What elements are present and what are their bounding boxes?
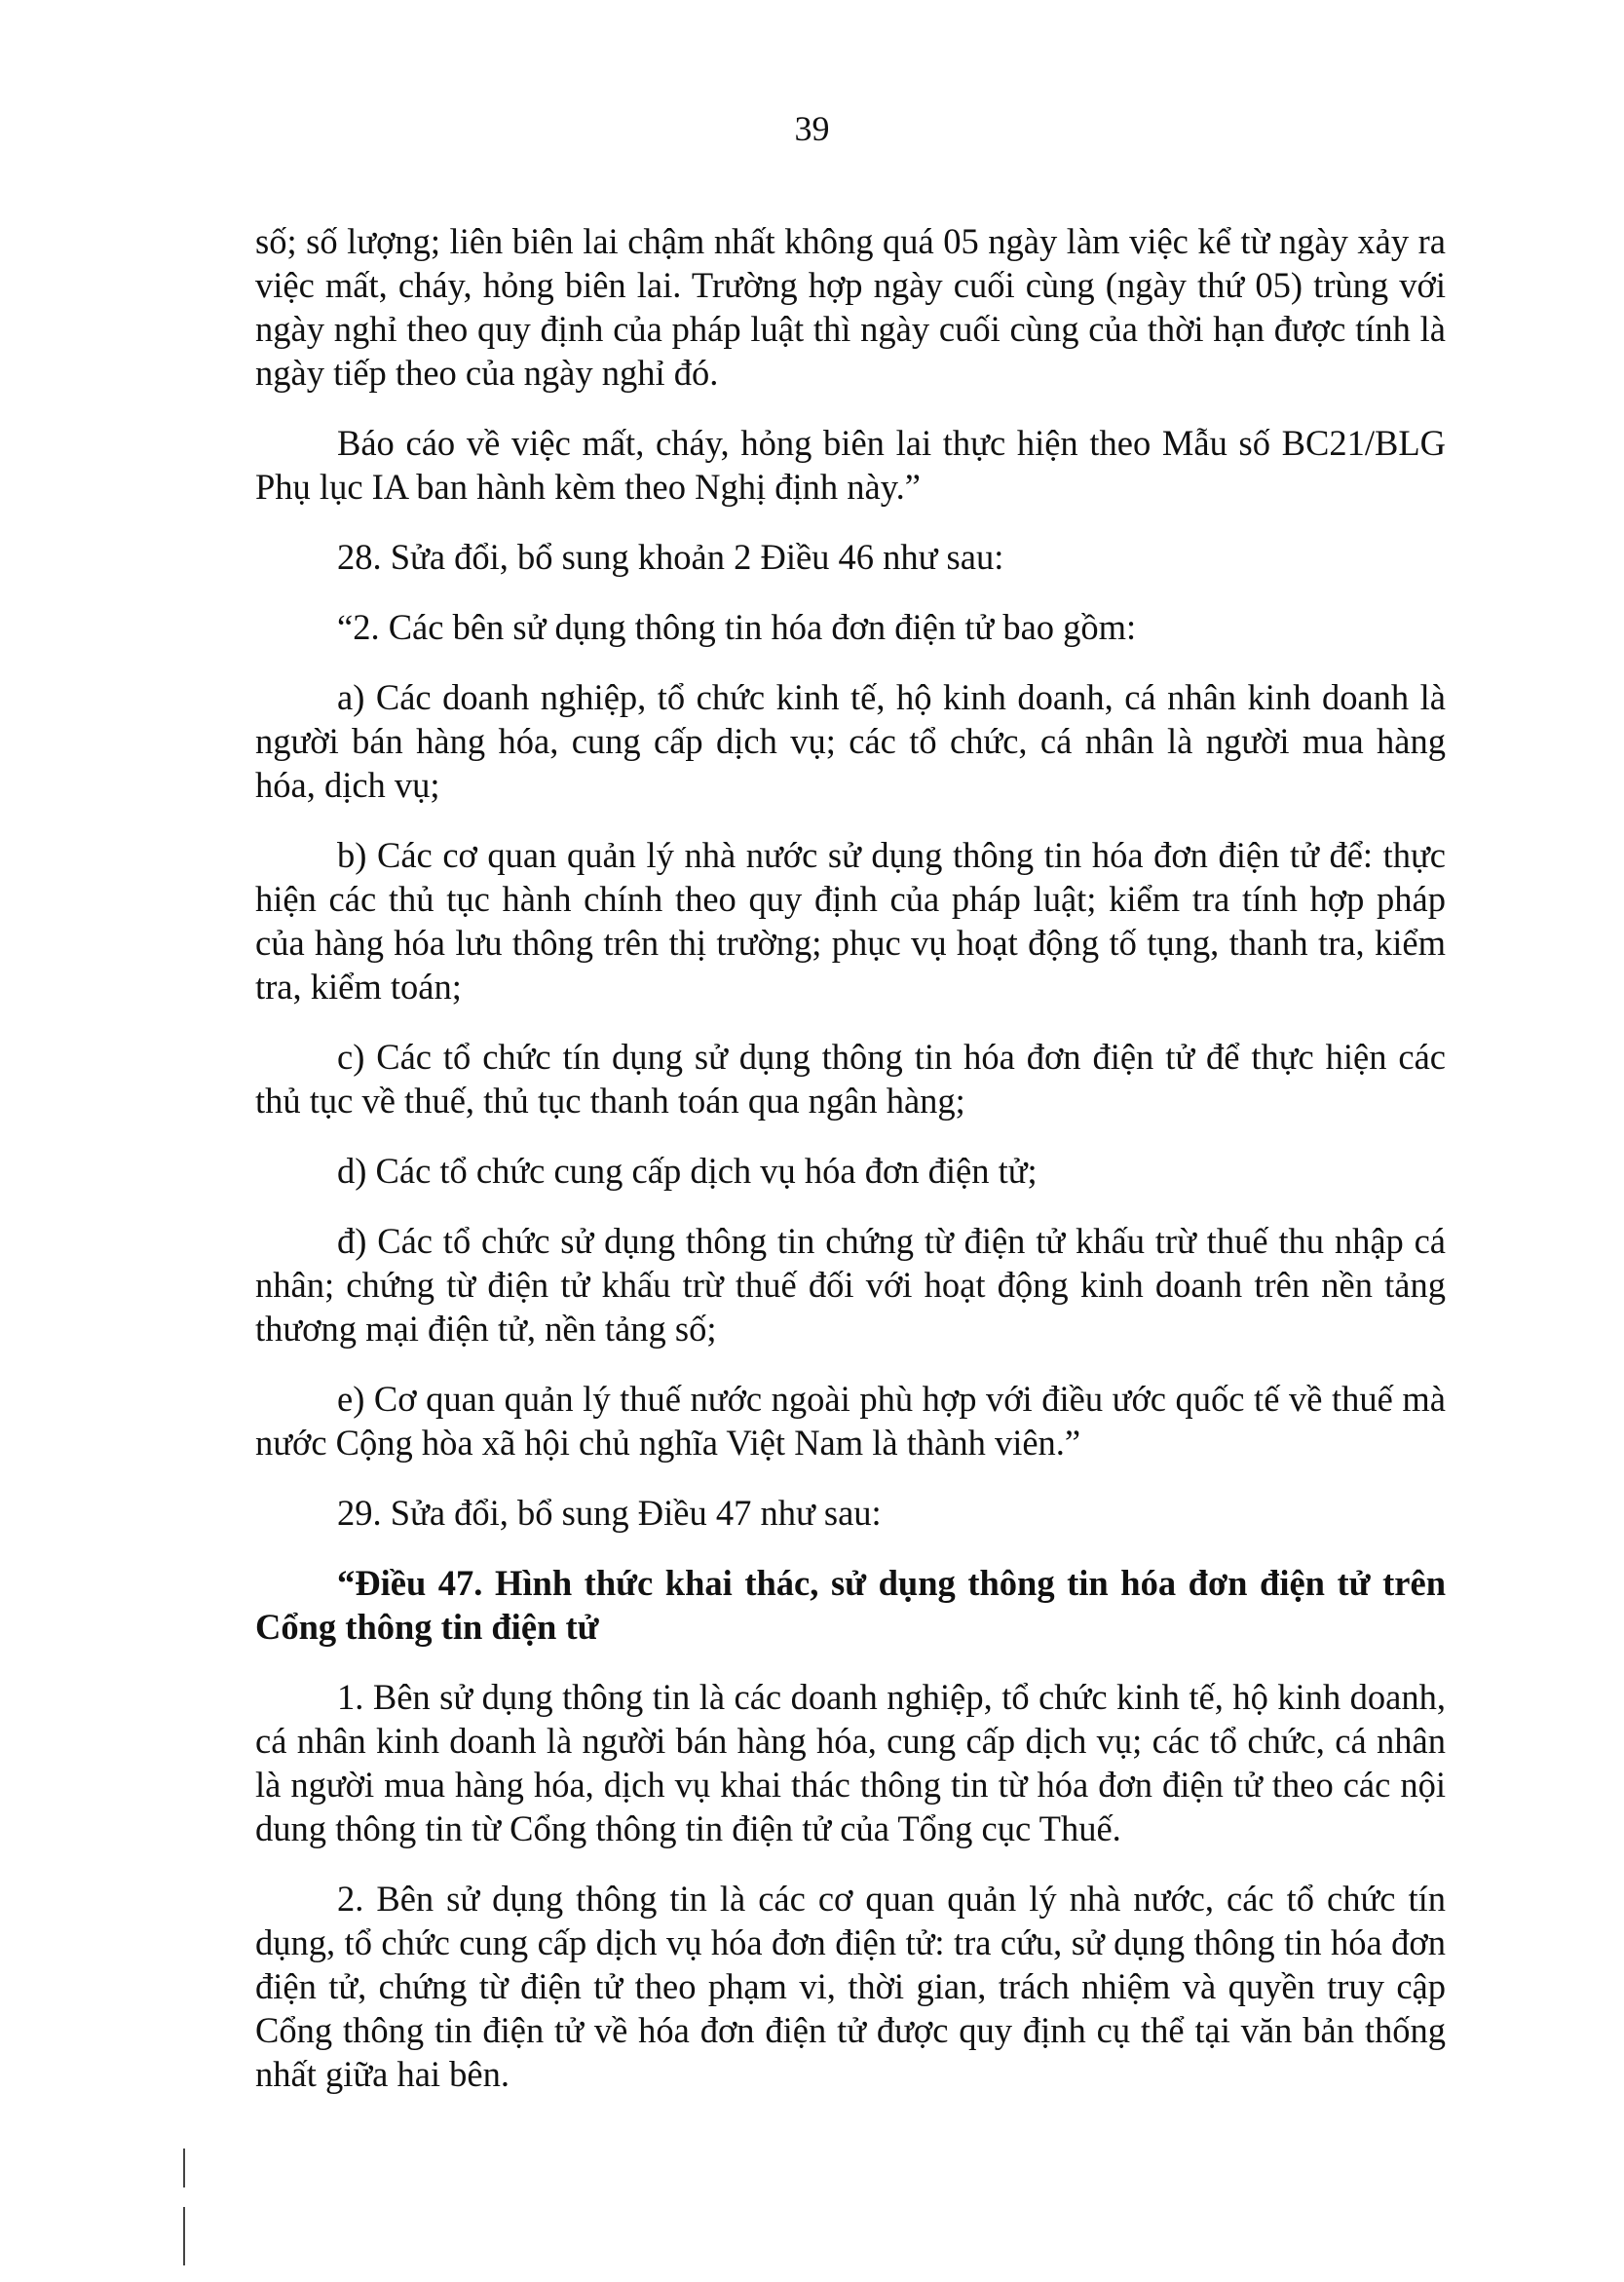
- paragraph-item-dd: đ) Các tổ chức sử dụng thông tin chứng từ điện tử khấu trừ thuế thu nhập cá nhân; chứng từ điện tử khấu trừ thuế đối với hoạt động kinh doanh trên nền tảng thương mại điện tử, nền tảng số;: [255, 1221, 1446, 1349]
- paragraph-clause-2-intro: “2. Các bên sử dụng thông tin hóa đơn điện tử bao gồm:: [337, 607, 1137, 647]
- paragraph-item-b: b) Các cơ quan quản lý nhà nước sử dụng thông tin hóa đơn điện tử để: thực hiện các thủ tục hành chính theo quy định của pháp luật; kiểm tra tính hợp pháp của hàng hóa lưu thông trên thị trường; phục vụ hoạt động tố tụng, thanh tra, kiểm tra, kiểm toán;: [255, 835, 1446, 1007]
- document-body: [255, 219, 1446, 2122]
- scan-margin-mark: [183, 2207, 185, 2265]
- paragraph-item-c: c) Các tổ chức tín dụng sử dụng thông tin hóa đơn điện tử để thực hiện các thủ tục về thuế, thủ tục thanh toán qua ngân hàng;: [255, 1037, 1446, 1121]
- paragraph-amendment-28: 28. Sửa đổi, bổ sung khoản 2 Điều 46 như sau:: [337, 537, 1004, 577]
- paragraph-report-form: Báo cáo về việc mất, cháy, hỏng biên lai thực hiện theo Mẫu số BC21/BLG Phụ lục IA ban hành kèm theo Nghị định này.”: [255, 423, 1446, 507]
- page-number: 39: [794, 109, 830, 148]
- paragraph-amendment-29: 29. Sửa đổi, bổ sung Điều 47 như sau:: [337, 1493, 882, 1533]
- scan-margin-mark: [183, 2149, 185, 2187]
- paragraph-item-a: a) Các doanh nghiệp, tổ chức kinh tế, hộ kinh doanh, cá nhân kinh doanh là người bán hàng hóa, cung cấp dịch vụ; các tổ chức, cá nhân là người mua hàng hóa, dịch vụ;: [255, 677, 1446, 805]
- paragraph-continuation: số; số lượng; liên biên lai chậm nhất không quá 05 ngày làm việc kể từ ngày xảy ra việc mất, cháy, hỏng biên lai. Trường hợp ngày cuối cùng (ngày thứ 05) trùng với ngày nghỉ theo quy định của pháp luật thì ngày cuối cùng của thời hạn được tính là ngày tiếp theo của ngày nghỉ đó.: [255, 221, 1446, 393]
- paragraph-item-e: e) Cơ quan quản lý thuế nước ngoài phù hợp với điều ước quốc tế về thuế mà nước Cộng hòa xã hội chủ nghĩa Việt Nam là thành viên.”: [255, 1379, 1446, 1463]
- paragraph-item-d: d) Các tổ chức cung cấp dịch vụ hóa đơn điện tử;: [337, 1151, 1038, 1191]
- article-47-heading: “Điều 47. Hình thức khai thác, sử dụng thông tin hóa đơn điện tử trên Cổng thông tin điện tử: [255, 1563, 1446, 1647]
- paragraph-article-47-clause-2: 2. Bên sử dụng thông tin là các cơ quan quản lý nhà nước, các tổ chức tín dụng, tổ chức cung cấp dịch vụ hóa đơn điện tử: tra cứu, sử dụng thông tin hóa đơn điện tử, chứng từ điện tử theo phạm vi, thời gian, trách nhiệm và quyền truy cập Cổng thông tin điện tử về hóa đơn điện tử được quy định cụ thể tại văn bản thống nhất giữa hai bên.: [255, 1879, 1446, 2094]
- paragraph-article-47-clause-1: 1. Bên sử dụng thông tin là các doanh nghiệp, tổ chức kinh tế, hộ kinh doanh, cá nhân kinh doanh là người bán hàng hóa, cung cấp dịch vụ; các tổ chức, cá nhân là người mua hàng hóa, dịch vụ khai thác thông tin từ hóa đơn điện tử theo các nội dung thông tin từ Cổng thông tin điện tử của Tổng cục Thuế.: [255, 1677, 1446, 1848]
